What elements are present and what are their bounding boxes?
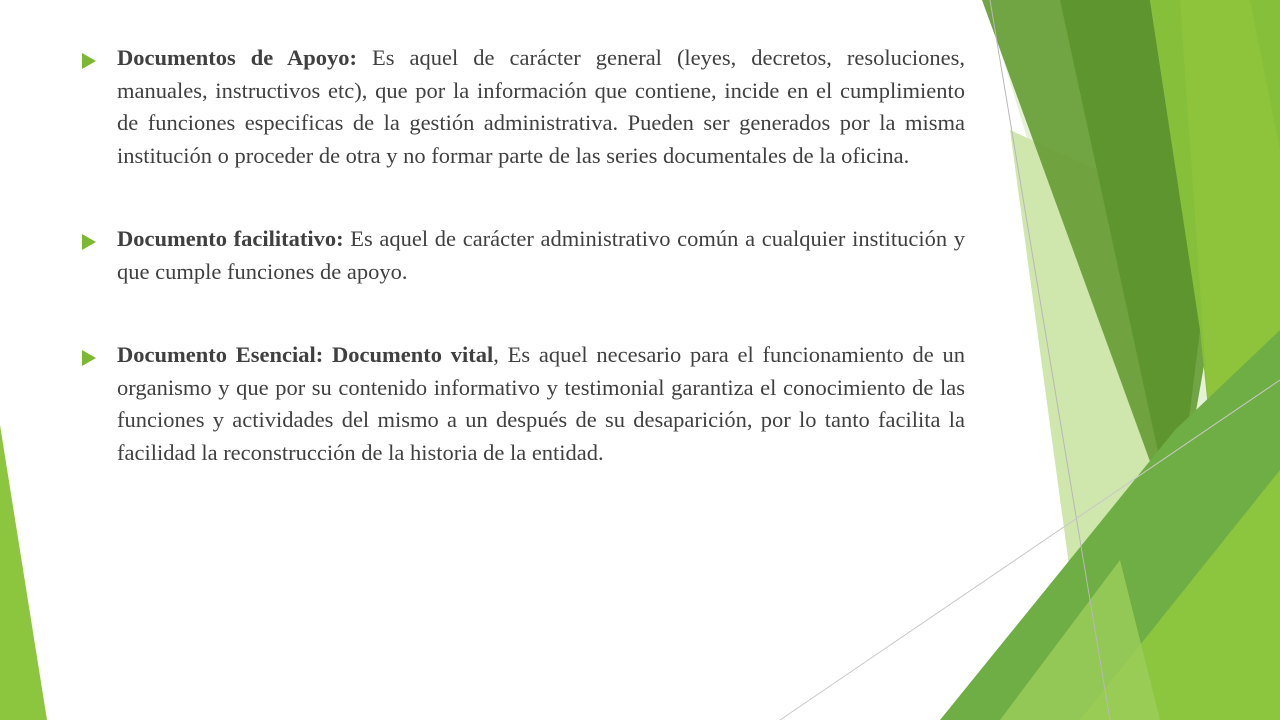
bullet-term: Documento facilitativo: [117,226,344,251]
bullet-term: Documentos de Apoyo: [117,45,358,70]
bullet-item [80,339,965,469]
bullet-text [117,42,965,172]
triangle-right-icon [80,52,98,70]
triangle-right-icon [80,349,98,367]
slide-content [80,42,965,520]
bullet-item [80,223,965,288]
bullet-item [80,42,965,172]
bullet-description: Es aquel de carácter general (leyes, decretos, resoluciones, manuales, instructivos etc), que por la información que contiene, incide en el cumplimiento de funciones especificas de la gestión administrativa. Pueden ser generados por la misma institución o proceder de otra y no formar parte de las series documentales de la oficina. [117,45,965,168]
bullet-text [117,223,965,288]
bullet-description: Es aquel de carácter administrativo común a cualquier institución y que cumple funciones de apoyo. [117,226,965,284]
triangle-right-icon [80,233,98,251]
bullet-description: , Es aquel necesario para el funcionamiento de un organismo y que por su contenido informativo y testimonial garantiza el conocimiento de las funciones y actividades del mismo a un después de su desaparición, por lo tanto facilita la facilidad la reconstrucción de la historia de la entidad. [117,342,965,465]
bullet-term: Documento Esencial: Documento vital [117,342,494,367]
left-green-sliver [0,425,47,720]
bullet-text [117,339,965,469]
